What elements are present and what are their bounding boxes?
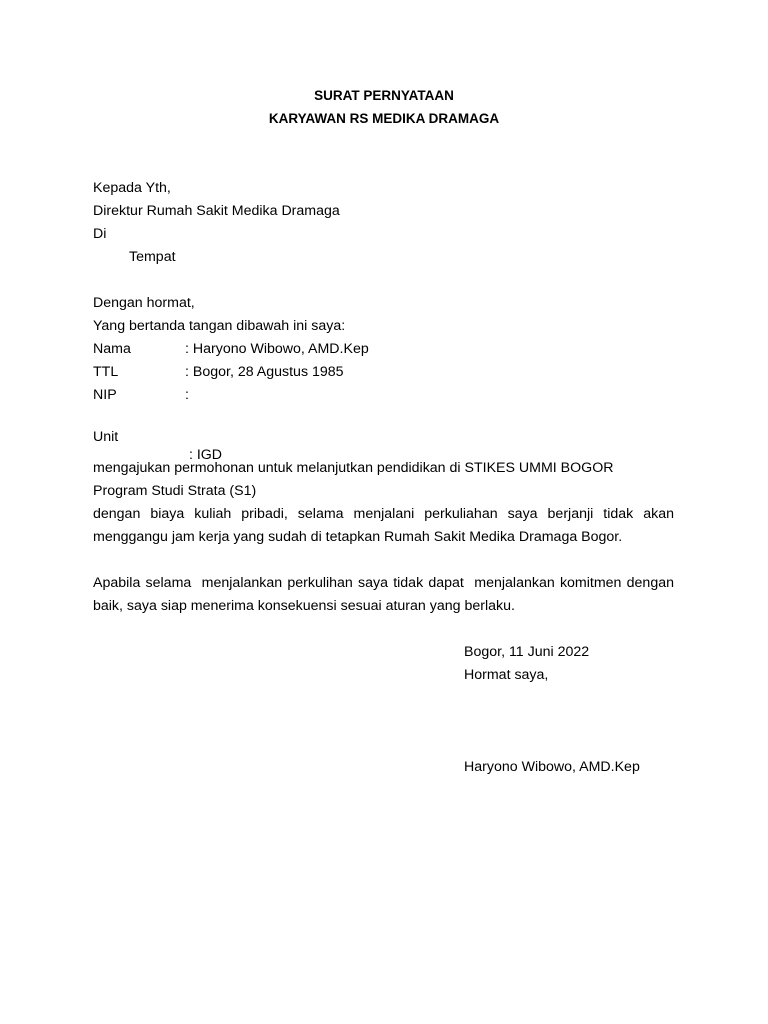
body-paragraph-1-line-2: Program Studi Strata (S1) — [93, 483, 257, 499]
identity-label: TTL — [93, 364, 119, 380]
document-subtitle: KARYAWAN RS MEDIKA DRAMAGA — [268, 111, 500, 126]
intro-text: Yang bertanda tangan dibawah ini saya: — [93, 318, 346, 334]
identity-value: : Haryono Wibowo, AMD.Kep — [185, 341, 369, 357]
identity-value: : — [185, 387, 189, 403]
recipient-line-2: Direktur Rumah Sakit Medika Dramaga — [93, 203, 340, 219]
body-paragraph-2-line-2: baik, saya siap menerima konsekuensi sesuai aturan yang berlaku. — [93, 598, 515, 614]
identity-row-name — [93, 340, 493, 358]
identity-row-nip — [93, 386, 493, 404]
document-title: SURAT PERNYATAAN — [314, 88, 454, 103]
identity-row-ttl — [93, 363, 493, 381]
identity-label: Nama — [93, 341, 131, 357]
closing-salutation: Hormat saya, — [464, 667, 549, 683]
body-paragraph-2-line-1: Apabila selama menjalankan perkulihan saya tidak dapat menjalankan komitmen dengan — [93, 575, 674, 591]
identity-value: : IGD — [185, 447, 223, 463]
place-date: Bogor, 11 Juni 2022 — [464, 644, 590, 660]
identity-label: Unit — [93, 429, 119, 445]
body-paragraph-1-line-4: menggangu jam kerja yang sudah di tetapkan Rumah Sakit Medika Dramaga Bogor. — [93, 529, 623, 545]
body-paragraph-1-line-3: dengan biaya kuliah pribadi, selama menjalani perkuliahan saya berjanji tidak akan — [93, 506, 674, 522]
recipient-line-4: Tempat — [129, 249, 176, 265]
recipient-line-1: Kepada Yth, — [93, 180, 171, 196]
identity-value: : Bogor, 28 Agustus 1985 — [185, 364, 344, 380]
greeting: Dengan hormat, — [93, 295, 195, 311]
signatory-name: Haryono Wibowo, AMD.Kep — [464, 759, 640, 775]
identity-row-unit — [93, 410, 493, 463]
recipient-line-3: Di — [93, 226, 107, 242]
body-paragraph-1-line-1: mengajukan permohonan untuk melanjutkan pendidikan di STIKES UMMI BOGOR — [93, 460, 614, 476]
identity-label: NIP — [93, 387, 117, 403]
